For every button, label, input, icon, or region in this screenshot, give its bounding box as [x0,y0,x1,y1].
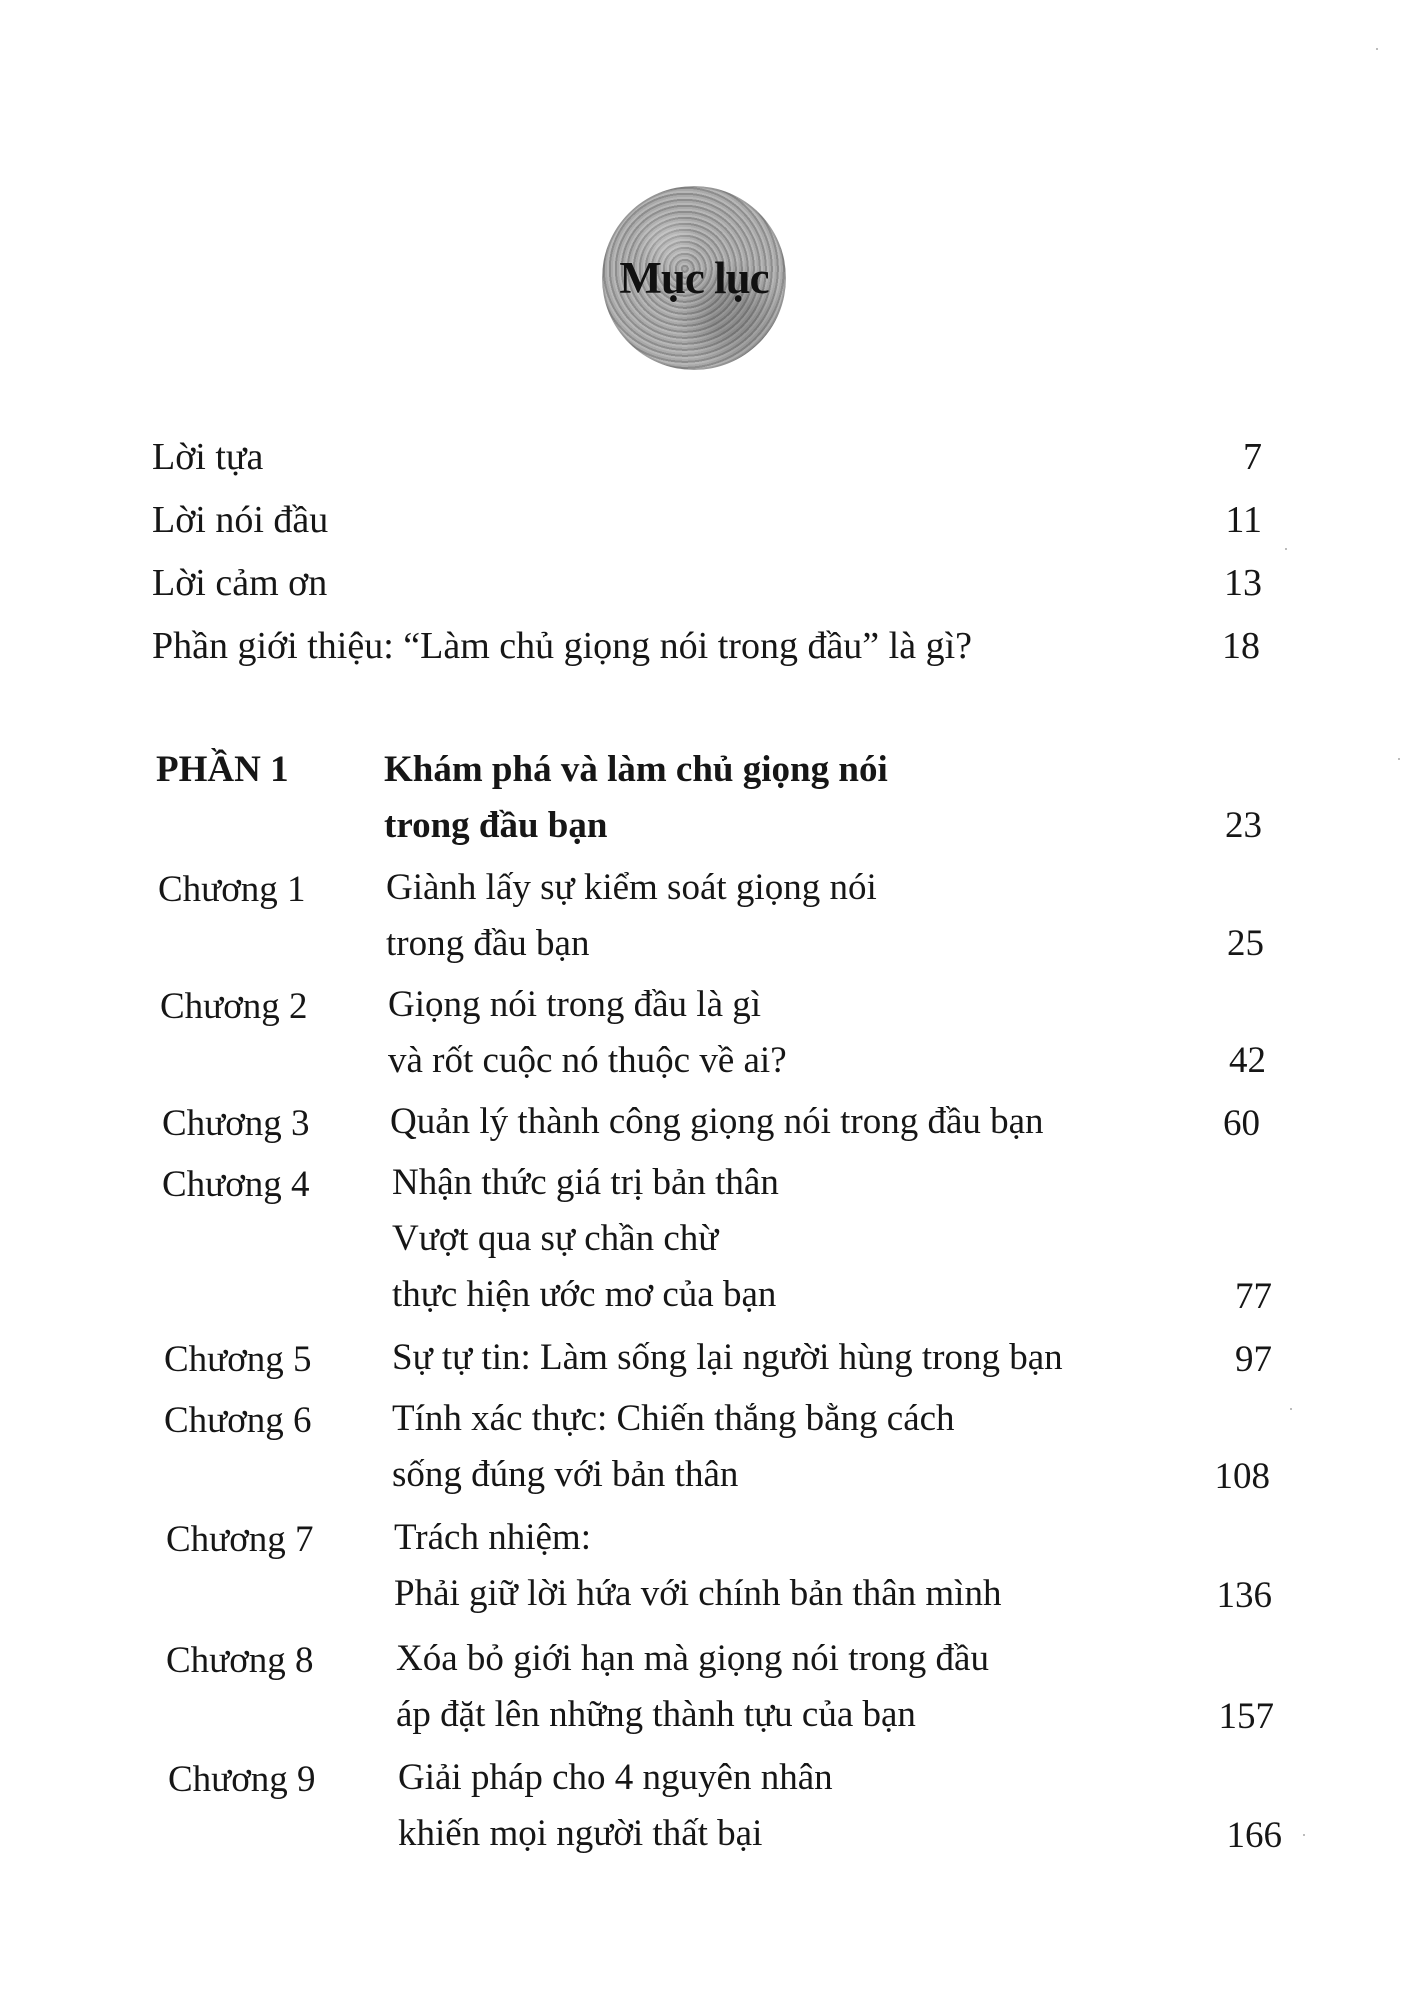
chapter-page: 60 [1223,1103,1260,1144]
chapter-title-line: Sự tự tin: Làm sống lại người hùng trong bạn [392,1337,1063,1378]
part-label: PHẦN 1 [156,749,289,790]
chapter-label: Chương 7 [166,1519,314,1560]
chapter-page: 25 [1227,923,1264,964]
paper-speck [1398,758,1400,760]
chapter-title-line: Giành lấy sự kiểm soát giọng nói [386,867,877,908]
chapter-page: 77 [1235,1276,1272,1317]
chapter-title-line: Vượt qua sự chần chừ [392,1218,719,1259]
part-page: 23 [1225,805,1262,846]
intro-entry-title: Lời cảm ơn [152,562,328,604]
chapter-title-line: Xóa bỏ giới hạn mà giọng nói trong đầu [396,1638,989,1679]
paper-speck [1376,48,1378,50]
chapter-title-line: Phải giữ lời hứa với chính bản thân mình [394,1573,1002,1614]
intro-entry-title: Lời nói đầu [152,499,329,541]
page-title: Mục lục [619,253,769,303]
chapter-label: Chương 9 [168,1759,316,1800]
intro-entry-title: Phần giới thiệu: “Làm chủ giọng nói trong đầu” là gì? [152,625,973,667]
chapter-label: Chương 3 [162,1103,310,1144]
chapter-label: Chương 4 [162,1164,310,1205]
intro-entry-title: Lời tựa [152,436,264,478]
chapter-title-line: sống đúng với bản thân [392,1454,739,1495]
chapter-title-line: Tính xác thực: Chiến thắng bằng cách [392,1398,955,1439]
chapter-label: Chương 5 [164,1339,312,1380]
chapter-page: 97 [1235,1339,1272,1380]
intro-entry-page: 7 [1243,436,1262,478]
chapter-title-line: áp đặt lên những thành tựu của bạn [396,1694,916,1735]
chapter-title-line: khiến mọi người thất bại [398,1813,763,1854]
chapter-page: 136 [1216,1575,1272,1616]
part-title-line: trong đầu bạn [384,805,608,846]
chapter-page: 166 [1226,1815,1282,1856]
chapter-title-line: trong đầu bạn [386,923,590,964]
intro-entry-page: 13 [1224,562,1262,604]
chapter-page: 157 [1218,1696,1274,1737]
chapter-label: Chương 2 [160,986,308,1027]
chapter-label: Chương 6 [164,1400,312,1441]
chapter-label: Chương 8 [166,1640,314,1681]
paper-speck [1285,548,1287,550]
chapter-title-line: Giọng nói trong đầu là gì [388,984,762,1025]
chapter-page: 42 [1229,1040,1266,1081]
chapter-title-line: Quản lý thành công giọng nói trong đầu bạn [390,1101,1044,1142]
chapter-title-line: thực hiện ước mơ của bạn [392,1274,777,1315]
intro-entry-page: 18 [1222,625,1260,667]
chapter-title-line: Trách nhiệm: [394,1517,591,1558]
intro-entry-page: 11 [1225,499,1262,541]
chapter-title-line: Nhận thức giá trị bản thân [392,1162,779,1203]
chapter-title-line: Giải pháp cho 4 nguyên nhân [398,1757,833,1798]
part-title-line: Khám phá và làm chủ giọng nói [384,749,888,790]
paper-speck [1303,1834,1305,1836]
paper-speck [1290,1408,1292,1410]
chapter-label: Chương 1 [158,869,306,910]
chapter-page: 108 [1214,1456,1270,1497]
chapter-title-line: và rốt cuộc nó thuộc về ai? [388,1040,787,1081]
